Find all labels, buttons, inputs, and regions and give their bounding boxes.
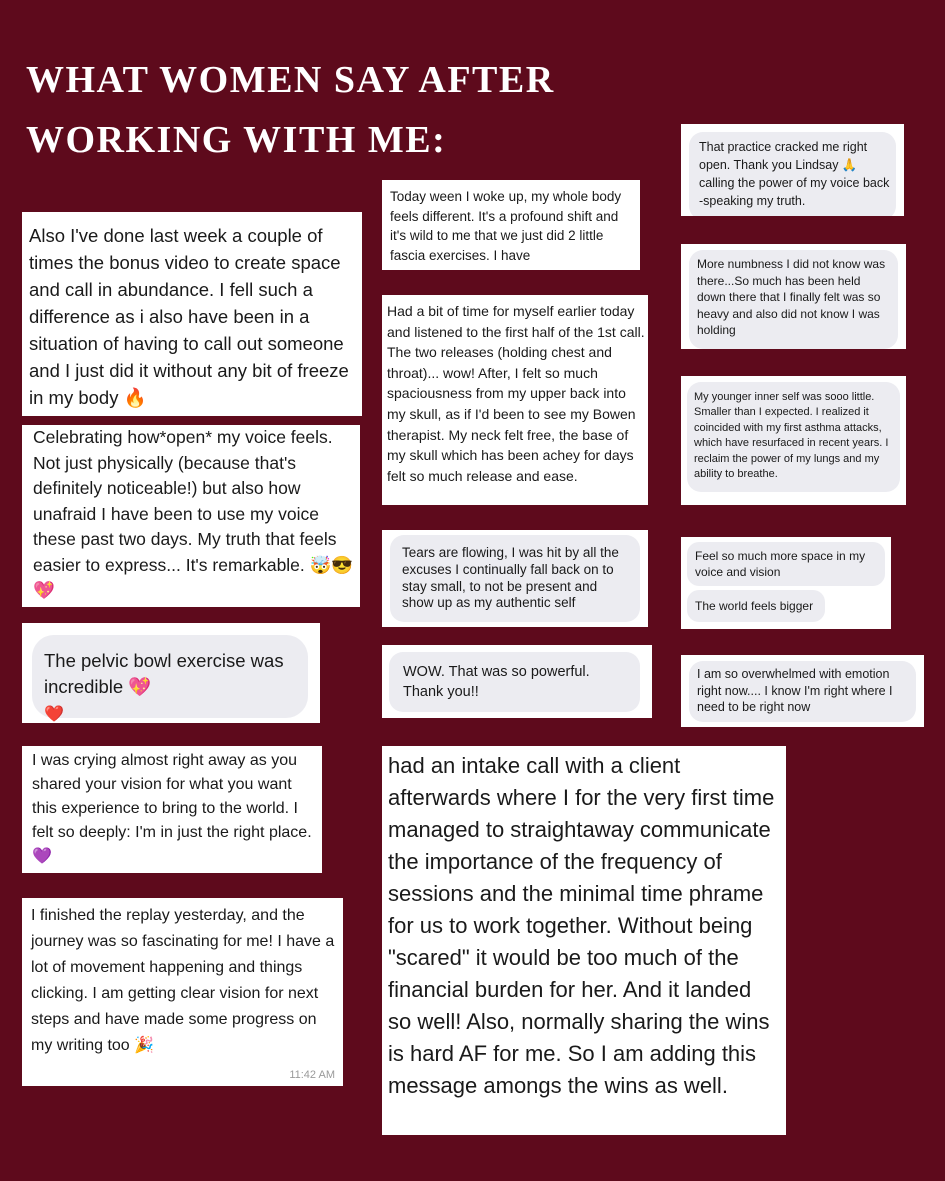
testimonial-abundance	[22, 212, 362, 416]
message-bubble	[689, 250, 898, 349]
title-line-2: WORKING WITH ME:	[26, 119, 447, 161]
message-timestamp: 11:42 AM	[289, 1069, 335, 1081]
heart-reaction-icon: ❤️	[44, 706, 64, 723]
message-bubble	[389, 652, 640, 712]
message-bubble	[390, 535, 640, 622]
testimonial-text: My younger inner self was sooo little. Smaller than I expected. I realized it coincided with my first asthma attacks, which have resurfaced in recent years. I reclaim the power of my lungs and my ability to breathe.	[694, 391, 889, 481]
testimonial-wow	[382, 645, 652, 718]
testimonial-text: WOW. That was so powerful. Thank you!!	[403, 664, 590, 700]
testimonial-pelvic	[22, 623, 320, 723]
testimonial-text: The world feels bigger	[695, 599, 814, 613]
testimonial-text: I am so overwhelmed with emotion right now.... I know I'm right where I need to be right now	[697, 667, 893, 714]
title-line-1: WHAT WOMEN SAY AFTER	[26, 59, 555, 101]
message-bubble	[687, 542, 885, 586]
testimonial-space-voice	[681, 537, 891, 629]
page-title	[26, 50, 555, 170]
testimonial-text: Today ween I woke up, my whole body feels different. It's a profound shift and it's wild to me that we just did 2 little fascia exercises. I have	[390, 189, 622, 263]
testimonial-text: Also I've done last week a couple of times the bonus video to create space and call in abundance. I fell such a difference as i also have been in a situation of having to call out someone and I just did it without any bit of freeze in my body 🔥	[29, 225, 349, 408]
testimonial-text: Feel so much more space in my voice and vision	[695, 549, 866, 579]
testimonial-text: More numbness I did not know was there...So much has been held down there that I finally felt was so heavy and also did not know I was holding	[697, 257, 886, 337]
testimonial-numbness	[681, 244, 906, 349]
message-bubble	[689, 132, 896, 216]
testimonial-open-voice	[22, 425, 360, 607]
testimonial-text: That practice cracked me right open. Thank you Lindsay 🙏 calling the power of my voice back -speaking my truth.	[699, 140, 890, 208]
testimonial-text: The pelvic bowl exercise was incredible 💖	[44, 650, 284, 697]
testimonial-crying	[22, 746, 322, 873]
testimonial-text: I finished the replay yesterday, and the journey was so fascinating for me! I have a lot of movement happening and things clicking. I am getting clear vision for next steps and have made some progress on my writing too 🎉	[31, 907, 335, 1054]
message-bubble	[687, 382, 900, 492]
testimonial-spaciousness	[382, 295, 648, 505]
message-bubble	[689, 661, 916, 722]
testimonial-text: had an intake call with a client afterwards where I for the very first time managed to straightaway communicate the importance of the frequency of sessions and the minimal time phrame for us to work together. Without being "scared" it would be too much of the financial burden for her. And it landed so well! Also, normally sharing the wins is hard AF for me. So I am adding this message amongs the wins as well.	[388, 753, 775, 1098]
message-bubble	[32, 635, 308, 718]
testimonial-text: I was crying almost right away as you shared your vision for what you want this experience to bring to the world. I felt so deeply: I'm in just the right place. 💜	[32, 752, 312, 865]
message-bubble	[687, 590, 825, 622]
testimonial-intake	[382, 746, 786, 1135]
testimonial-overwhelmed	[681, 655, 924, 727]
testimonial-cracked	[681, 124, 904, 216]
testimonial-text: Celebrating how*open* my voice feels. Not just physically (because that's definitely noticeable!) but also how unafraid I have been to use my voice these past two days. My truth that feels easier to express... It's remarkable. 🤯😎💖	[33, 427, 354, 600]
testimonial-text: Had a bit of time for myself earlier today and listened to the first half of the 1st call. The two releases (holding chest and throat)... wow! After, I felt so much spaciousness from my upper back into my skull, as if I'd been to see my Bowen therapist. My neck felt free, the base of my skull which has been achey for days felt so much release and ease.	[387, 303, 645, 484]
testimonial-text: Tears are flowing, I was hit by all the excuses I continually fall back on to stay small, to not be present and show up as my authentic self	[402, 545, 619, 611]
testimonial-tears	[382, 530, 648, 627]
testimonial-replay	[22, 898, 343, 1086]
testimonial-woke-up	[382, 180, 640, 270]
testimonial-inner-self	[681, 376, 906, 505]
